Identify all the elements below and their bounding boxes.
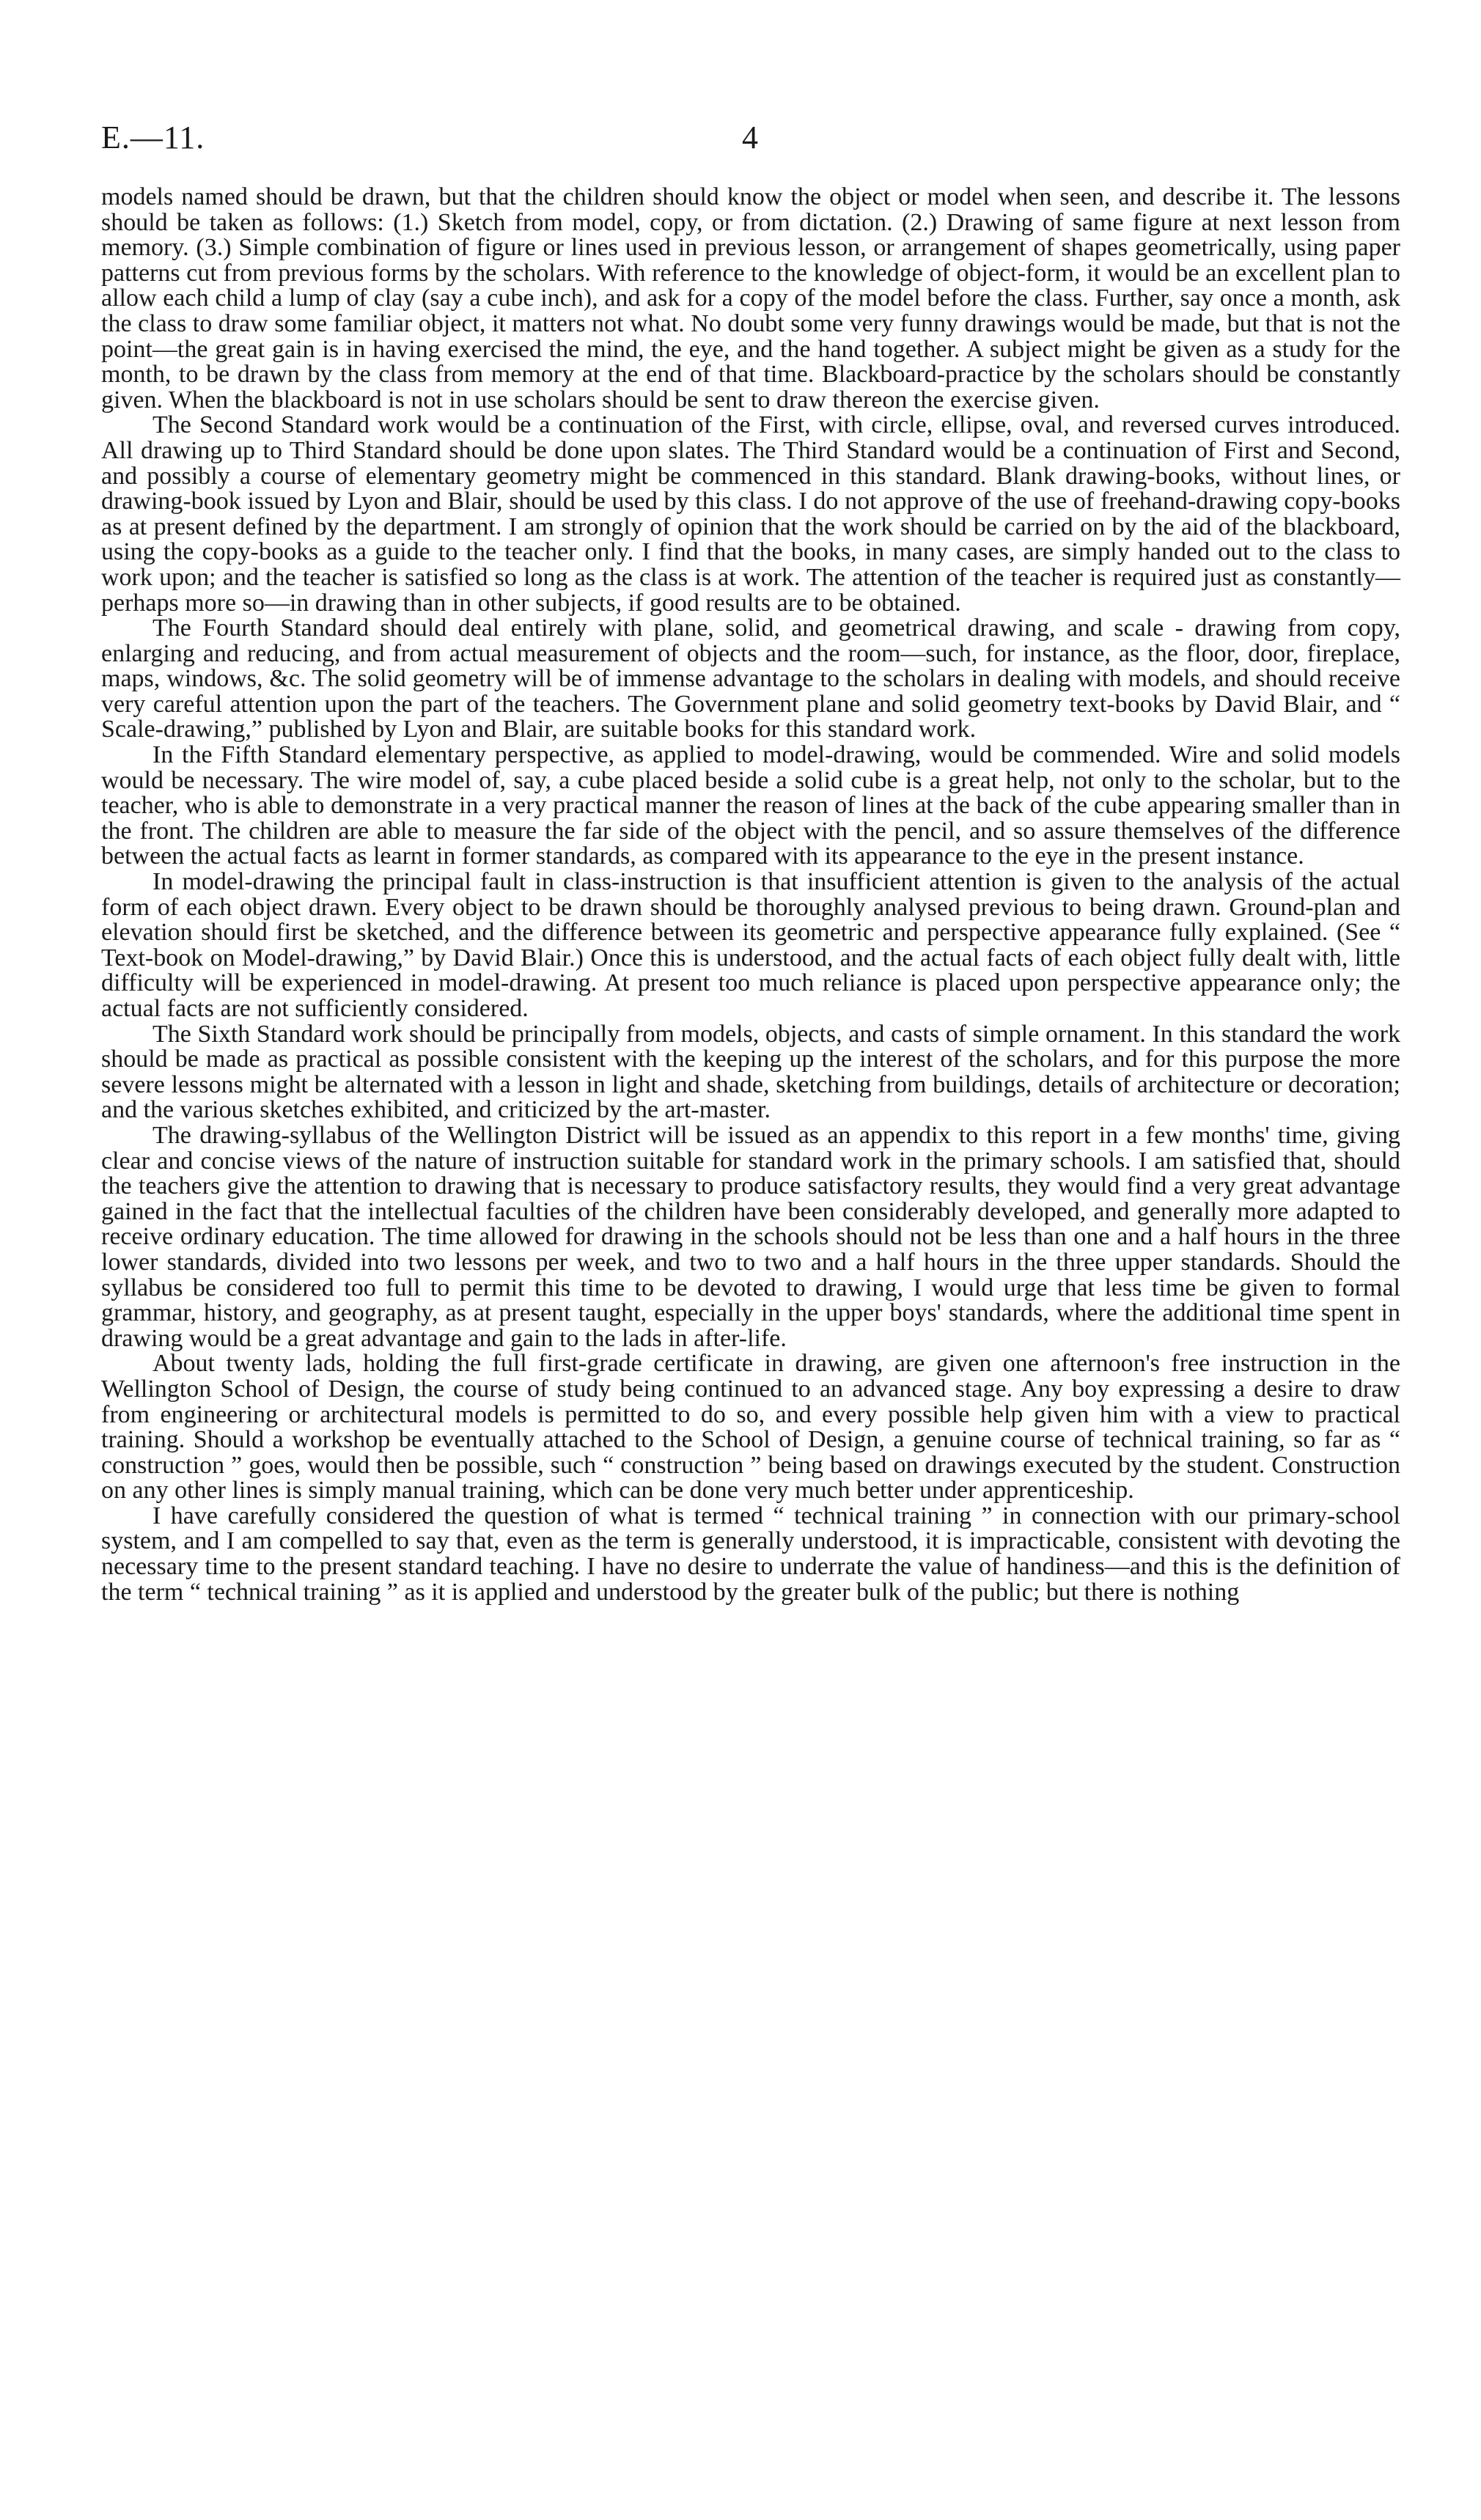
- paragraph-5: In model-drawing the principal fault in class-instruction is that insufficient attention is given to the analysis of the actual form of each object drawn. Every object to be drawn should be thoroughly analysed previous to being drawn. Ground-plan and elevation should first be sketched, and the difference between its geometric and perspective appearance fully explained. (See “ Text-book on Model-drawing,” by David Blair.) Once this is understood, and the actual facts of each object fully dealt with, little difficulty will be experienced in model-drawing. At present too much reliance is placed upon perspective appearance only; the actual facts are not sufficiently considered.: [101, 868, 1400, 1022]
- document-reference: E.—11.: [101, 120, 205, 155]
- paragraph-9: I have carefully considered the question of what is termed “ technical training ” in connection with our primary-school system, and I am compelled to say that, even as the term is generally understood, it is impracticable, consistent with devoting the necessary time to the present standard teaching. I have no desire to underrate the value of handiness—and this is the definition of the term “ technical training ” as it is applied and understood by the greater bulk of the public; but there is nothing: [101, 1502, 1400, 1606]
- paragraph-8: About twenty lads, holding the full first-grade certificate in drawing, are given one afternoon's free instruction in the Wellington School of Design, the course of study being continued to an advanced stage. Any boy expressing a desire to draw from engineering or architectural models is permitted to do so, and every possible help given him with a view to practical training. Should a workshop be eventually attached to the School of Design, a genuine course of technical training, so far as “ construction ” goes, would then be possible, such “ construction ” being based on drawings executed by the student. Construction on any other lines is simply manual training, which can be done very much better under apprenticeship.: [101, 1350, 1400, 1505]
- paragraph-6: The Sixth Standard work should be principally from models, objects, and casts of simple ornament. In this standard the work should be made as practical as possible consistent with the keeping up the interest of the scholars, and for this purpose the more severe lessons might be alternated with a lesson in light and shade, sketching from buildings, details of architecture or decoration; and the various sketches exhibited, and criticized by the art-master.: [101, 1020, 1400, 1124]
- paragraph-7: The drawing-syllabus of the Wellington District will be issued as an appendix to this report in a few months' time, giving clear and concise views of the nature of instruction suitable for standard work in the primary schools. I am satisfied that, should the teachers give the attention to drawing that is necessary to produce satisfactory results, they would find a very great advantage gained in the fact that the intellectual faculties of the children have been considerably developed, and generally more adapted to receive ordinary education. The time allowed for drawing in the schools should not be less than one and a half hours in the three lower standards, divided into two lessons per week, and two to two and a half hours in the three upper standards. Should the syllabus be considered too full to permit this time to be devoted to drawing, I would urge that less time be given to formal grammar, history, and geography, as at present taught, especially in the upper boys' standards, where the additional time spent in drawing would be a great advantage and gain to the lads in after-life.: [101, 1121, 1400, 1352]
- paragraph-2: The Second Standard work would be a continuation of the First, with circle, ellipse, oval, and reversed curves introduced. All drawing up to Third Standard should be done upon slates. The Third Standard would be a continuation of First and Second, and possibly a course of elementary geometry might be commenced in this standard. Blank drawing-books, without lines, or drawing-book issued by Lyon and Blair, should be used by this class. I do not approve of the use of freehand-drawing copy-books as at present defined by the department. I am strongly of opinion that the work should be carried on by the aid of the blackboard, using the copy-books as a guide to the teacher only. I find that the books, in many cases, are simply handed out to the class to work upon; and the teacher is satisfied so long as the class is at work. The attention of the teacher is required just as constantly—perhaps more so—in drawing than in other subjects, if good results are to be obtained.: [101, 411, 1400, 617]
- paragraph-4: In the Fifth Standard elementary perspective, as applied to model-drawing, would be commended. Wire and solid models would be necessary. The wire model of, say, a cube placed beside a solid cube is a great help, not only to the scholar, but to the teacher, who is able to demonstrate in a very practical manner the reason of lines at the back of the cube appearing smaller than in the front. The children are able to measure the far side of the object with the pencil, and so assure themselves of the difference between the actual facts as learnt in former standards, as compared with its appearance to the eye in the present instance.: [101, 741, 1400, 870]
- paragraph-3: The Fourth Standard should deal entirely with plane, solid, and geometrical drawing, and scale - drawing from copy, enlarging and reducing, and from actual measurement of objects and the room—such, for instance, as the floor, door, fireplace, maps, windows, &c. The solid geometry will be of immense advantage to the scholars in dealing with models, and should receive very careful attention upon the part of the teachers. The Government plane and solid geometry text-books by David Blair, and “ Scale-drawing,” published by Lyon and Blair, are suitable books for this standard work.: [101, 614, 1400, 743]
- page-number: 4: [742, 120, 758, 155]
- body-text: [101, 185, 1400, 1605]
- page-header: [101, 119, 1399, 163]
- paragraph-1: models named should be drawn, but that the children should know the object or model when seen, and describe it. The lessons should be taken as follows: (1.) Sketch from model, copy, or from dictation. (2.) Drawing of same figure at next lesson from memory. (3.) Simple combination of figure or lines used in previous lesson, or arrangement of shapes geometrically, using paper patterns cut from previous forms by the scholars. With reference to the knowledge of object-form, it would be an excellent plan to allow each child a lump of clay (say a cube inch), and ask for a copy of the model before the class. Further, say once a month, ask the class to draw some familiar object, it matters not what. No doubt some very funny drawings would be made, but that is not the point—the great gain is in having exercised the mind, the eye, and the hand together. A subject might be given as a study for the month, to be drawn by the class from memory at the end of that time. Blackboard-practice by the scholars should be constantly given. When the blackboard is not in use scholars should be sent to draw thereon the exercise given.: [101, 183, 1400, 414]
